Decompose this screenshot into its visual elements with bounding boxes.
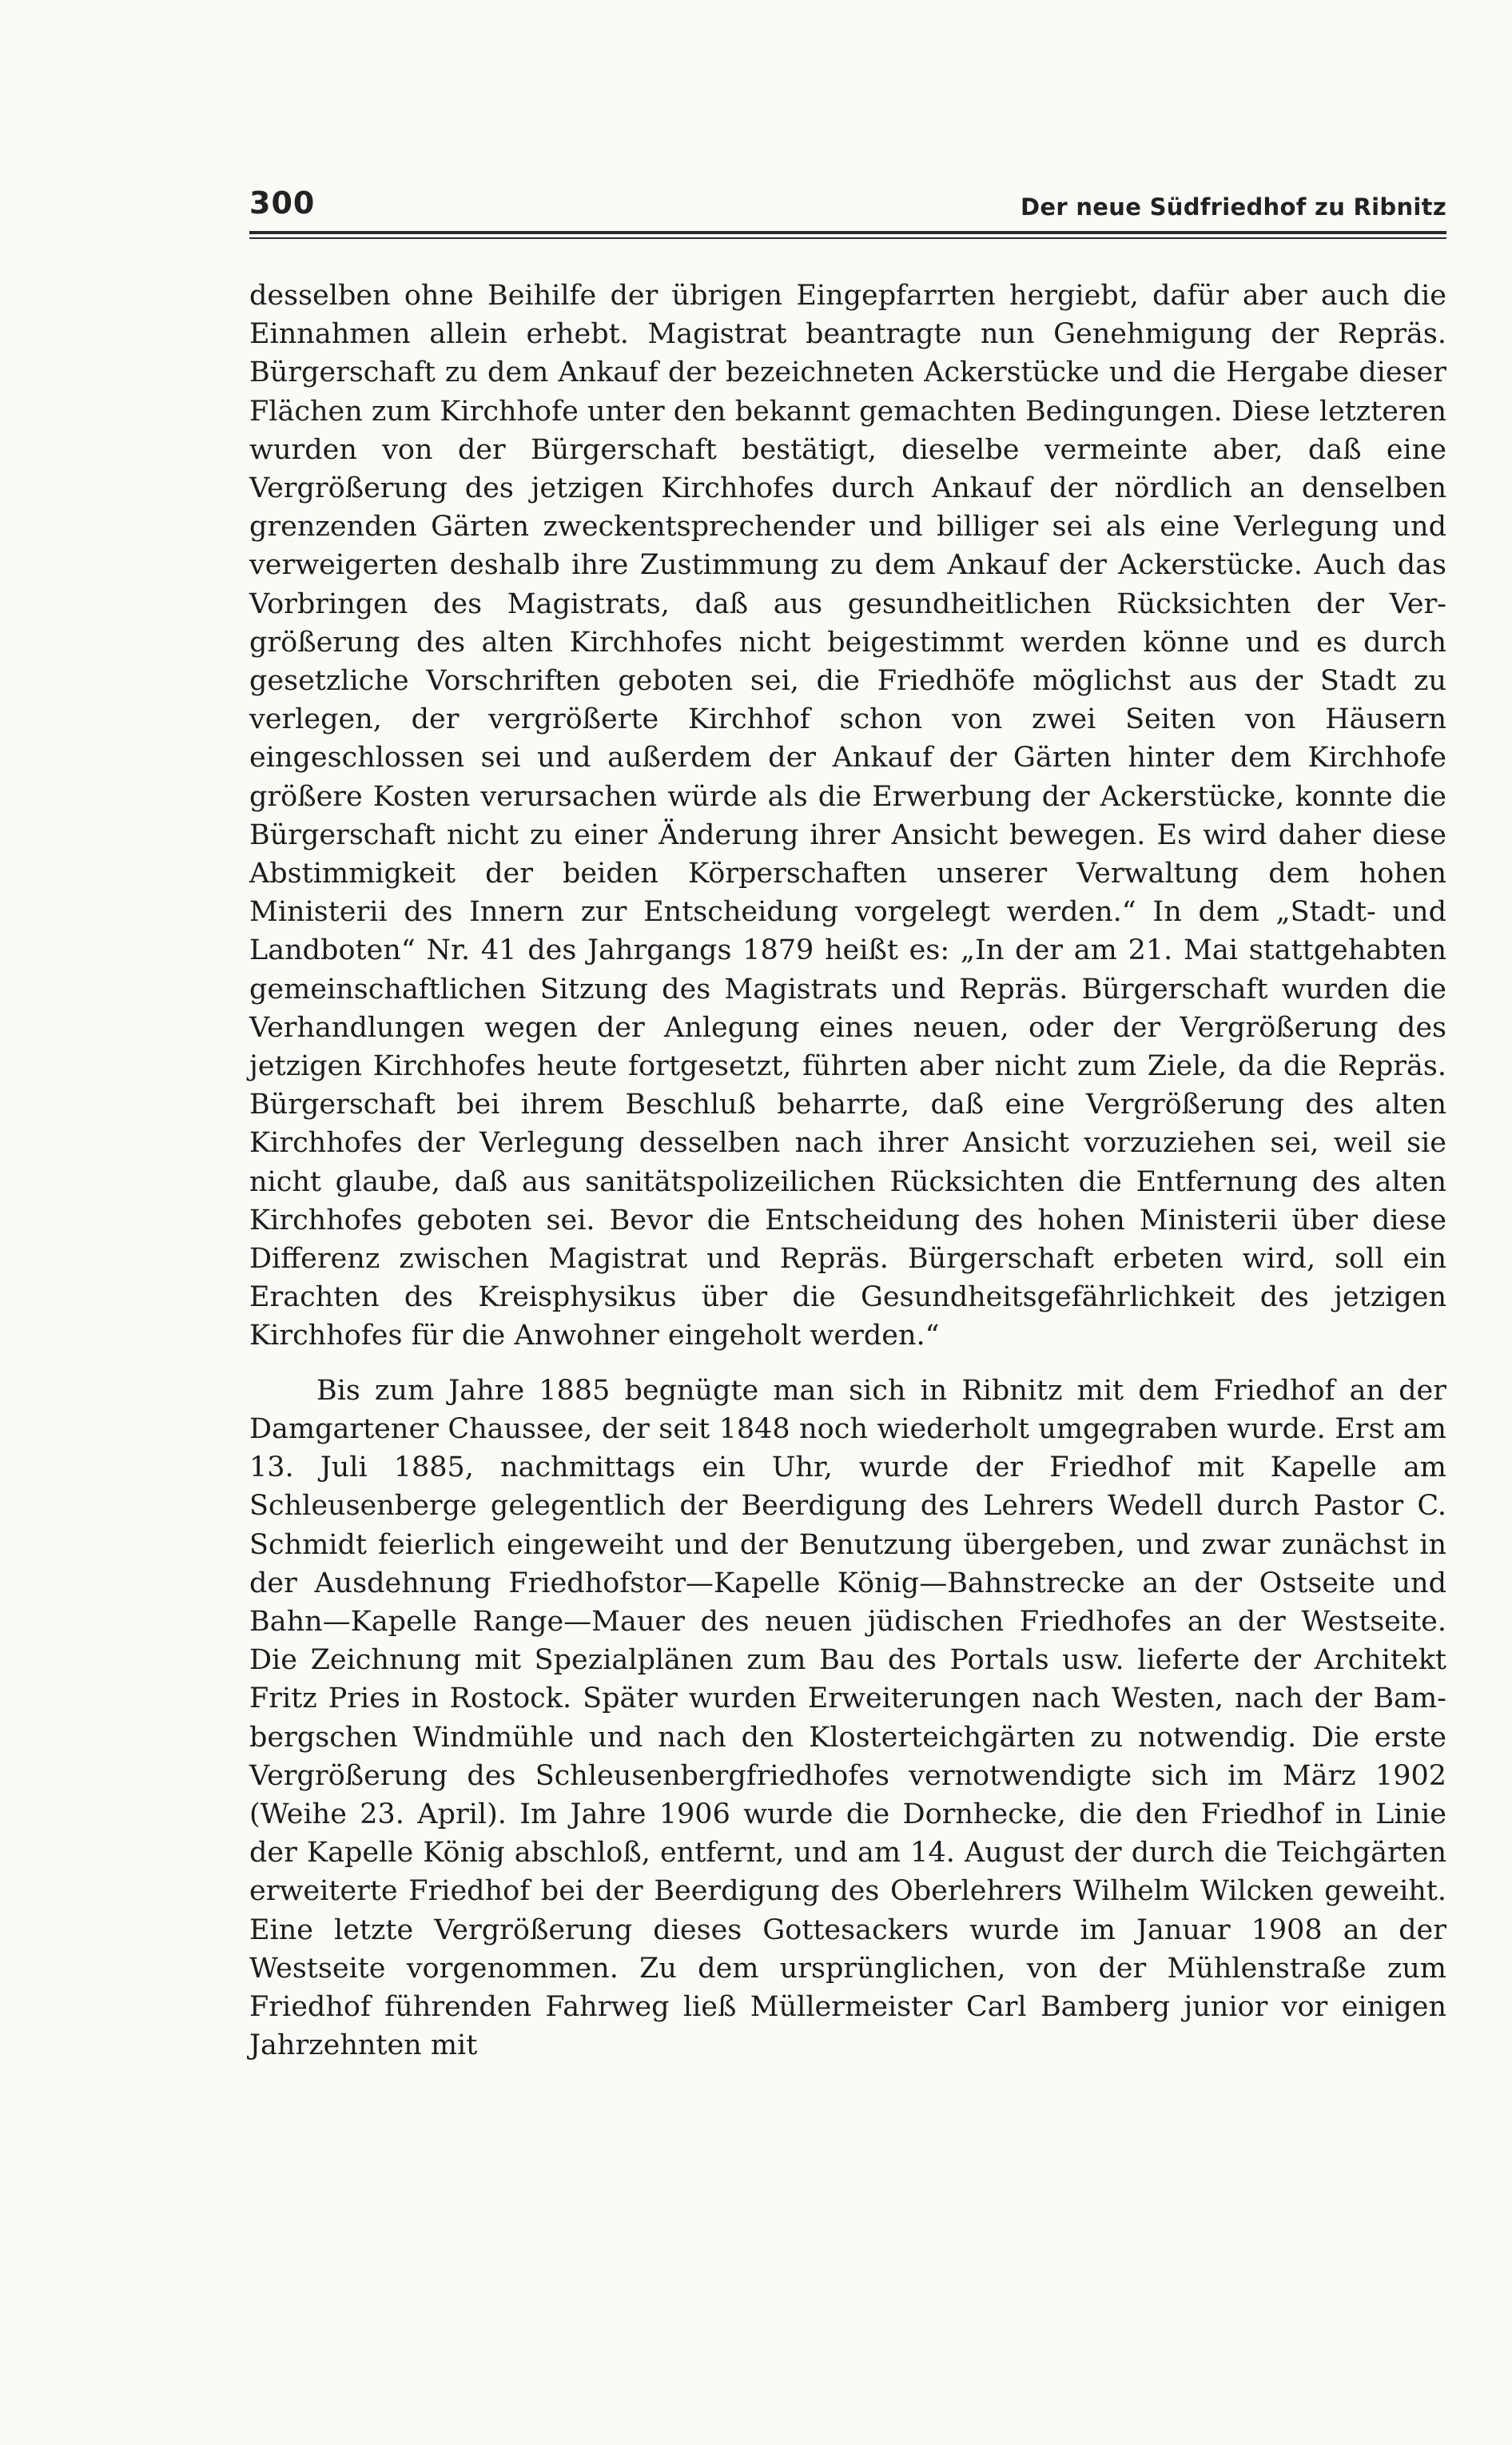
paragraph: desselben ohne Beihilfe der übrigen Eingepfarrten hergiebt, dafür aber auch die Einnahmen allein erhebt. Magistrat beantragte nun Genehmigung der Repräs. Bürgerschaft zu dem Ankauf der bezeichneten Ackerstücke und die Hergabe dieser Flächen zum Kirchhofe unter den bekannt gemachten Bedingungen. Diese letzteren wurden von der Bürgerschaft bestätigt, dieselbe vermeinte aber, daß eine Vergrößerung des jetzigen Kirchhofes durch Ankauf der nördlich an denselben grenzenden Gärten zweckentsprechender und billiger sei als eine Verlegung und verweigerten deshalb ihre Zustimmung zu dem Ankauf der Ackerstücke. Auch das Vorbringen des Magistrats, daß aus gesundheitlichen Rücksichten der Vergrößerung des alten Kirchhofes nicht beigestimmt werden könne und es durch gesetzliche Vorschriften geboten sei, die Friedhöfe möglichst aus der Stadt zu verlegen, der vergrößerte Kirchhof schon von zwei Seiten von Häusern eingeschlossen sei und außerdem der Ankauf der Gärten hinter dem Kirchhofe größere Kosten verursachen würde als die Erwerbung der Ackerstücke, konnte die Bürgerschaft nicht zu einer Änderung ihrer Ansicht bewegen. Es wird daher diese Abstimmigkeit der beiden Körperschaften unserer Verwaltung dem hohen Ministerii des Innern zur Entscheidung vorgelegt werden.“ In dem „Stadt- und Landboten“ Nr. 41 des Jahrgangs 1879 heißt es: „In der am 21. Mai stattgehabten gemeinschaftlichen Sitzung des Magistrats und Repräs. Bürgerschaft wurden die Verhandlungen wegen der Anlegung eines neuen, oder der Vergrößerung des jetzigen Kirchhofes heute fortgesetzt, führten aber nicht zum Ziele, da die Repräs. Bürgerschaft bei ihrem Beschluß beharrte, daß eine Vergrößerung des alten Kirchhofes der Verlegung desselben nach ihrer Ansicht vorzuziehen sei, weil sie nicht glaube, daß aus sanitätspolizeilichen Rücksichten die Entfernung des alten Kirchhofes geboten sei. Bevor die Entscheidung des hohen Ministerii über diese Differenz zwischen Magistrat und Repräs. Bürgerschaft erbeten wird, soll ein Erachten des Kreisphysikus über die Gesundheitsgefährlichkeit des jetzigen Kirchhofes für die Anwohner eingeholt werden.“ bbox=[249, 280, 1446, 1352]
page-number: 300 bbox=[249, 185, 316, 221]
page-header bbox=[249, 185, 1446, 230]
header-rule-thick bbox=[249, 231, 1446, 234]
header-rule-thin bbox=[249, 237, 1446, 239]
body-text bbox=[249, 277, 1446, 2065]
paragraph: Bis zum Jahre 1885 begnügte man sich in Ribnitz mit dem Friedhof an der Damgartener Chaussee, der seit 1848 noch wiederholt umgegraben wurde. Erst am 13. Juli 1885, nachmittags ein Uhr, wurde der Friedhof mit Kapelle am Schleusenberge gelegentlich der Beerdigung des Lehrers Wedell durch Pastor C. Schmidt feierlich eingeweiht und der Benutzung übergeben, und zwar zunächst in der Ausdehnung Friedhofstor—Kapelle König—Bahnstrecke an der Ostseite und Bahn—Kapelle Range—Mauer des neuen jüdischen Friedhofes an der Westseite. Die Zeichnung mit Spezialplänen zum Bau des Portals usw. lieferte der Architekt Fritz Pries in Rostock. Später wurden Erweiterungen nach Westen, nach der Bambergschen Windmühle und nach den Klosterteichgärten zu notwendig. Die erste Vergrößerung des Schleusenbergfriedhofes vernotwendigte sich im März 1902 (Weihe 23. April). Im Jahre 1906 wurde die Dornhecke, die den Friedhof in Linie der Kapelle König abschloß, entfernt, und am 14. August der durch die Teichgärten erweiterte Friedhof bei der Beerdigung des Oberlehrers Wilhelm Wilcken geweiht. Eine letzte Vergrößerung dieses Gottesackers wurde im Januar 1908 an der Westseite vorgenommen. Zu dem ursprünglichen, von der Mühlenstraße zum Friedhof führenden Fahrweg ließ Müllermeister Carl Bamberg junior vor einigen Jahrzehnten mit bbox=[249, 1374, 1446, 2062]
running-title: Der neue Südfriedhof zu Ribnitz bbox=[1021, 193, 1446, 221]
